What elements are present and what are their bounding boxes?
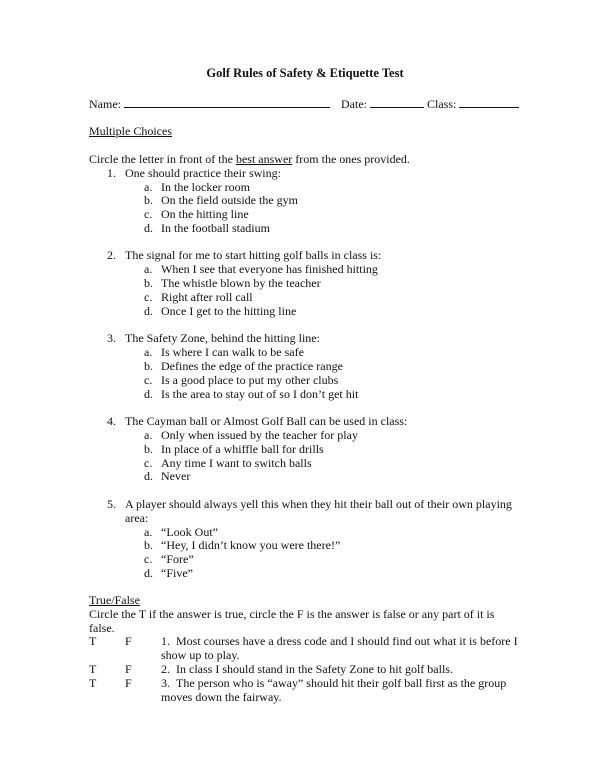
multiple-choice-heading: Multiple Choices xyxy=(89,124,172,138)
true-option[interactable]: T xyxy=(89,676,97,690)
option-text: The whistle blown by the teacher xyxy=(161,276,321,290)
true-false-instruction-continued: false. xyxy=(89,621,115,635)
option-letter: d. xyxy=(144,469,153,483)
name-field[interactable] xyxy=(124,96,330,108)
option-letter: a. xyxy=(144,525,153,539)
question-text: One should practice their swing: xyxy=(125,166,281,180)
name-label: Name: xyxy=(89,97,121,111)
option-letter: b. xyxy=(144,276,153,290)
option-text: On the hitting line xyxy=(161,207,249,221)
instruction-emphasis: best answer xyxy=(235,152,293,166)
option-letter: b. xyxy=(144,442,153,456)
option-text: Is a good place to put my other clubs xyxy=(161,373,339,387)
question-text: The Safety Zone, behind the hitting line: xyxy=(125,331,320,345)
false-option[interactable]: F xyxy=(125,676,132,690)
option-text: Once I get to the hitting line xyxy=(161,304,297,318)
statement-number: 1. xyxy=(161,634,170,648)
option-letter: c. xyxy=(144,456,153,470)
question-text: A player should always yell this when they hit their ball out of their own playing xyxy=(125,497,512,511)
question-text: The signal for me to start hitting golf balls in class is: xyxy=(125,248,382,262)
date-label: Date: xyxy=(341,97,367,111)
option-letter: b. xyxy=(144,359,153,373)
date-row xyxy=(341,96,519,111)
option-text: Any time I want to switch balls xyxy=(161,456,312,470)
option-text: When I see that everyone has finished hitting xyxy=(161,262,378,276)
false-option[interactable]: F xyxy=(125,634,132,648)
statement-text: Most courses have a dress code and I should find out what it is before I xyxy=(176,634,518,648)
question-number: 2. xyxy=(107,248,116,262)
question-number: 3. xyxy=(107,331,116,345)
option-text: In the locker room xyxy=(161,180,250,194)
question-text-continued: area: xyxy=(125,511,149,525)
class-label: Class: xyxy=(427,97,457,111)
option-letter: a. xyxy=(144,180,153,194)
option-letter: c. xyxy=(144,290,153,304)
option-text: Defines the edge of the practice range xyxy=(161,359,343,373)
page-title: Golf Rules of Safety & Etiquette Test xyxy=(206,66,404,80)
true-false-instruction: Circle the T if the answer is true, circle the F is the answer is false or any part of it is xyxy=(89,607,495,621)
option-text: In the football stadium xyxy=(161,221,270,235)
question-number: 1. xyxy=(107,166,116,180)
option-text: “Look Out” xyxy=(161,525,218,539)
option-text: “Five” xyxy=(161,566,193,580)
multiple-choice-instruction xyxy=(89,152,410,166)
name-row xyxy=(89,96,330,111)
option-text: Is where I can walk to be safe xyxy=(161,345,304,359)
option-text: Right after roll call xyxy=(161,290,253,304)
option-text: “Hey, I didn’t know you were there!” xyxy=(161,538,341,552)
option-letter: a. xyxy=(144,428,153,442)
option-text: “Fore” xyxy=(161,552,194,566)
option-text: In place of a whiffle ball for drills xyxy=(161,442,324,456)
false-option[interactable]: F xyxy=(125,662,132,676)
option-letter: b. xyxy=(144,538,153,552)
date-field[interactable] xyxy=(370,96,424,108)
option-text: Never xyxy=(161,469,191,483)
instruction-pre: Circle the letter in front of the xyxy=(89,152,236,166)
option-letter: d. xyxy=(144,566,153,580)
statement-text: In class I should stand in the Safety Zone to hit golf balls. xyxy=(176,662,453,676)
option-letter: c. xyxy=(144,373,153,387)
option-letter: d. xyxy=(144,304,153,318)
class-field[interactable] xyxy=(459,96,519,108)
instruction-post: from the ones provided. xyxy=(292,152,410,166)
true-option[interactable]: T xyxy=(89,662,97,676)
option-letter: d. xyxy=(144,387,153,401)
question-text: The Cayman ball or Almost Golf Ball can be used in class: xyxy=(125,414,408,428)
option-letter: c. xyxy=(144,552,153,566)
statement-number: 2. xyxy=(161,662,170,676)
option-text: Only when issued by the teacher for play xyxy=(161,428,358,442)
question-number: 4. xyxy=(107,414,116,428)
option-letter: d. xyxy=(144,221,153,235)
true-false-heading: True/False xyxy=(89,593,140,607)
option-letter: a. xyxy=(144,345,153,359)
option-text: On the field outside the gym xyxy=(161,193,298,207)
question-number: 5. xyxy=(107,497,116,511)
option-letter: a. xyxy=(144,262,153,276)
true-option[interactable]: T xyxy=(89,634,97,648)
statement-text-continued: show up to play. xyxy=(161,648,240,662)
statement-text: The person who is “away” should hit their golf ball first as the group xyxy=(176,676,507,690)
option-letter: b. xyxy=(144,193,153,207)
statement-number: 3. xyxy=(161,676,170,690)
option-text: Is the area to stay out of so I don’t get hit xyxy=(161,387,359,401)
statement-text-continued: moves down the fairway. xyxy=(161,690,282,704)
option-letter: c. xyxy=(144,207,153,221)
